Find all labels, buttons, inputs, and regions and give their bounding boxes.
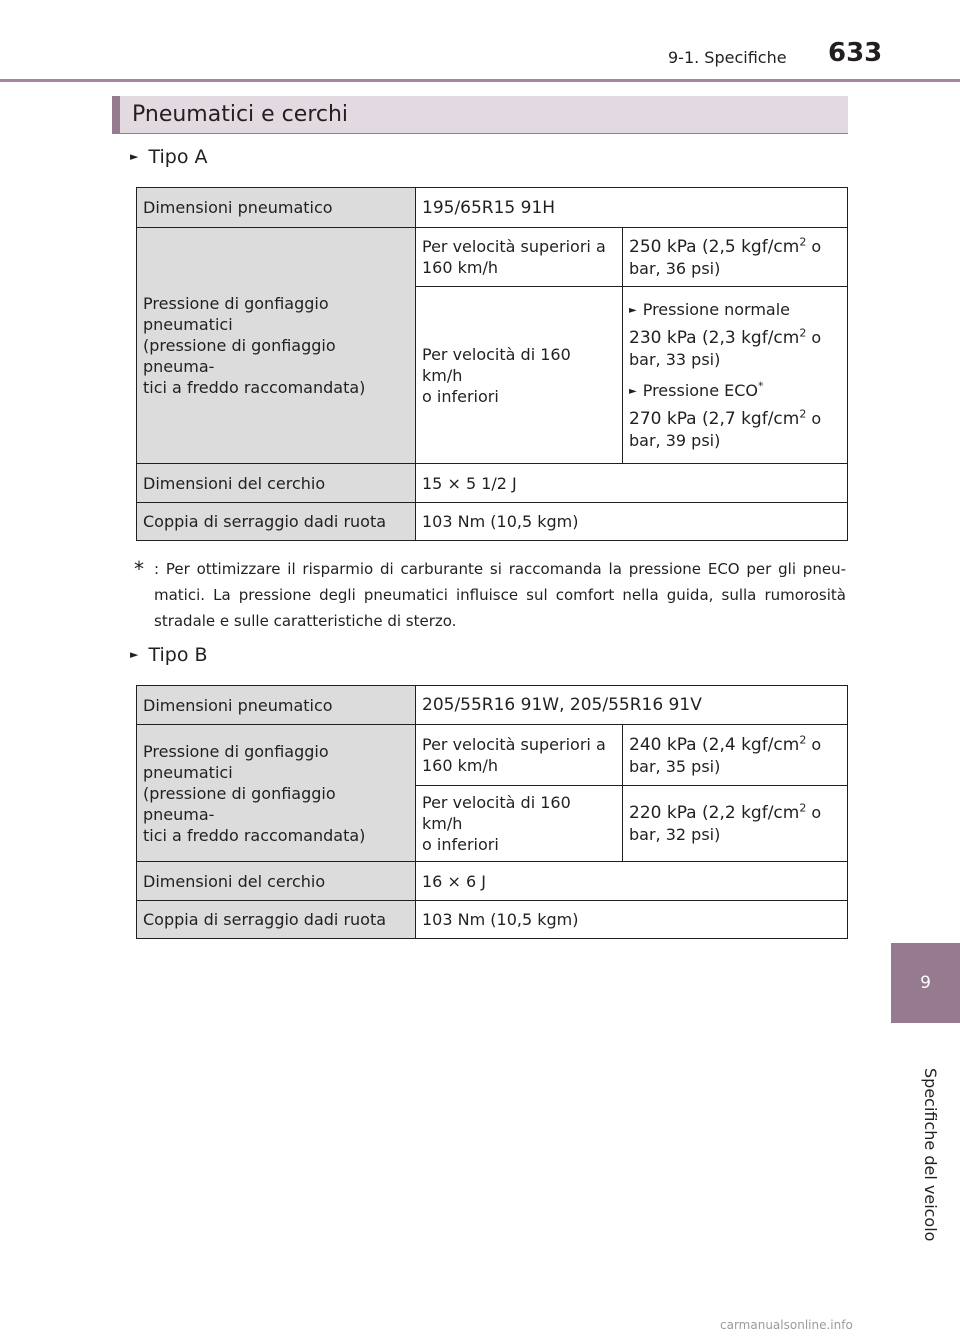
table-cell-label: Dimensioni pneumatico	[137, 188, 416, 228]
type-b-heading: ► Tipo B	[130, 644, 208, 666]
triangle-bullet-icon: ►	[130, 150, 139, 163]
table-cell-value: 15 × 5 1/2 J	[416, 464, 848, 503]
table-cell-label: Dimensioni del cerchio	[137, 464, 416, 503]
footnote-text: : Per ottimizzare il risparmio di carburante si raccomanda la pressione ECO per gli pneu-matici. La pressione degli pneumatici influisce sul comfort nella guida, sulla rumorosità stradale e sulle caratteristiche di sterzo.	[154, 560, 846, 630]
chapter-tab[interactable]	[891, 943, 960, 1023]
table-row	[137, 686, 848, 725]
table-row	[137, 901, 848, 939]
table-cell-label: Pressione di gonfiaggio pneumatici (pressione di gonfiaggio pneuma- tici a freddo raccomandata)	[137, 228, 416, 464]
table-cell-value: 220 kPa (2,2 kgf/$cm^2$ o bar, 32 psi)	[623, 786, 848, 862]
table-cell-value: 205/55R16 91W, 205/55R16 91V	[416, 686, 848, 725]
table-cell-label: Pressione di gonfiaggio pneumatici (pressione di gonfiaggio pneuma- tici a freddo raccomandata)	[137, 725, 416, 862]
table-row	[137, 464, 848, 503]
type-b-table	[136, 685, 848, 939]
header-rule	[0, 79, 960, 82]
table-cell-sublabel: Per velocità di 160 km/h o inferiori	[416, 287, 623, 464]
table-cell-value: 103 Nm (10,5 kgm)	[416, 503, 848, 541]
section-title: Pneumatici e cerchi	[112, 96, 848, 134]
type-a-heading: ► Tipo A	[130, 146, 208, 168]
table-cell-value: 103 Nm (10,5 kgm)	[416, 901, 848, 939]
table-cell-sublabel: Per velocità superiori a 160 km/h	[416, 725, 623, 786]
type-a-table	[136, 187, 848, 541]
triangle-bullet-icon: ►	[629, 386, 637, 397]
header-section-title: 9-1. Specifiche	[668, 48, 787, 67]
table-cell-value: 250 kPa (2,5 kgf/$cm^2$ o bar, 36 psi)	[623, 228, 848, 287]
table-cell-value: 16 × 6 J	[416, 862, 848, 901]
footnote-star: *	[134, 557, 144, 581]
table-cell-value: ► Pressione normale 230 kPa (2,3 kgf/$cm^2$ o bar, 33 psi) ► Pressione ECO* 270 kPa (2,7 kgf/$cm^2$ o bar, 39 psi)	[623, 287, 848, 464]
table-row	[137, 503, 848, 541]
table-row	[137, 725, 848, 786]
chapter-label: Specifiche del veicolo	[921, 1068, 940, 1242]
table-cell-label: Coppia di serraggio dadi ruota	[137, 503, 416, 541]
table-cell-label: Coppia di serraggio dadi ruota	[137, 901, 416, 939]
watermark: carmanualsonline.info	[720, 1318, 853, 1332]
chapter-number: 9	[920, 973, 931, 993]
table-cell-value: 195/65R15 91H	[416, 188, 848, 228]
table-row	[137, 862, 848, 901]
table-row	[137, 228, 848, 287]
table-cell-label: Dimensioni del cerchio	[137, 862, 416, 901]
table-cell-sublabel: Per velocità di 160 km/h o inferiori	[416, 786, 623, 862]
table-cell-value: 240 kPa (2,4 kgf/$cm^2$ o bar, 35 psi)	[623, 725, 848, 786]
triangle-bullet-icon: ►	[629, 305, 637, 316]
page-number: 633	[828, 38, 883, 68]
table-row	[137, 188, 848, 228]
table-cell-sublabel: Per velocità superiori a 160 km/h	[416, 228, 623, 287]
footnote	[134, 556, 846, 634]
table-cell-label: Dimensioni pneumatico	[137, 686, 416, 725]
triangle-bullet-icon: ►	[130, 648, 139, 661]
